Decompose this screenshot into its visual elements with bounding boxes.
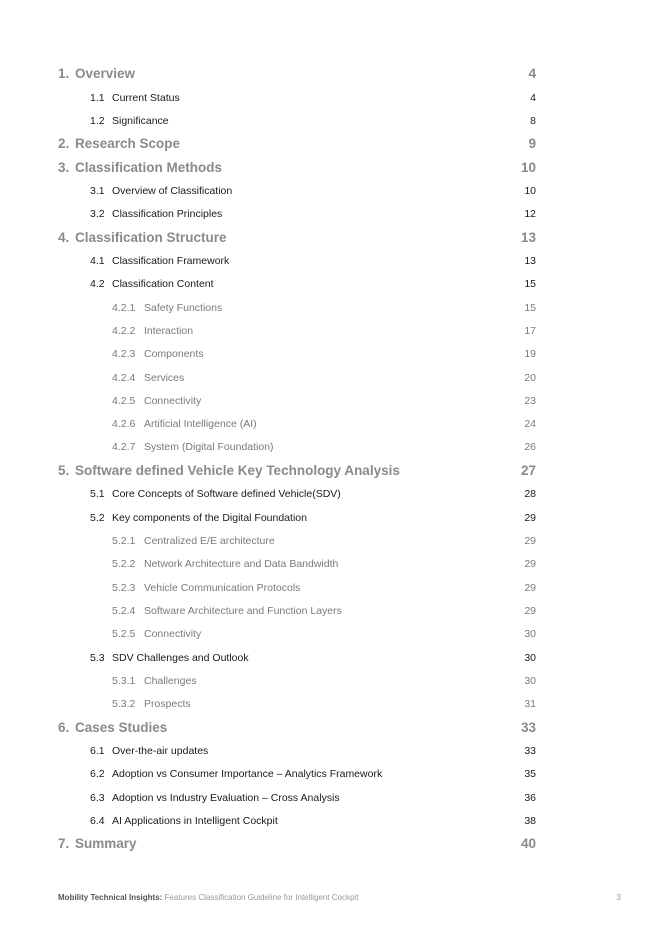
toc-entry-title: Adoption vs Consumer Importance – Analytics Framework [112,768,383,780]
toc-entry-page: 40 [520,836,536,851]
footer-document-title: Features Classification Guideline for Intelligent Cockpit [164,893,359,902]
toc-entry-number: 4.1 [90,255,105,267]
toc-entry-number: 3.2 [90,208,105,220]
toc-entry-page: 13 [524,255,536,267]
toc-entry-number: 3.1 [90,185,105,197]
toc-entry-page: 30 [524,628,536,640]
toc-entry-title: Software defined Vehicle Key Technology Analysis [75,463,400,478]
toc-entry-page: 20 [524,372,536,384]
toc-entry-page: 29 [524,558,536,570]
toc-entry-number: 5.2 [90,512,105,524]
toc-entry-number: 5.3.2 [112,698,136,710]
toc-entry-title: Classification Methods [75,160,223,175]
toc-entry-number: 1.2 [90,115,105,127]
toc-entry-number: 1. [58,66,70,81]
toc-entry-title: Connectivity [144,395,202,407]
toc-entry-page: 8 [530,115,536,127]
toc-entry-number: 4.2.2 [112,325,136,337]
toc-entry-number: 3. [58,160,70,175]
toc-entry-page: 33 [524,745,536,757]
toc-entry-number: 5.2.4 [112,605,136,617]
toc-entry-page: 30 [524,675,536,687]
toc-entry-number: 6.3 [90,792,105,804]
toc-entry-title: Research Scope [75,136,181,151]
toc-entry-page: 23 [524,395,536,407]
toc-entry-number: 5.3.1 [112,675,136,687]
toc-entry-title: Prospects [144,698,191,710]
toc-entry-title: Services [144,372,185,384]
toc-entry-number: 5.2.1 [112,535,136,547]
toc-entry-title: Classification Structure [75,230,227,245]
toc-entry-page: 29 [524,605,536,617]
toc-entry-number: 5.2.3 [112,582,136,594]
toc-entry-page: 17 [524,325,536,337]
toc-entry-number: 6. [58,720,70,735]
toc-entry-title: Network Architecture and Data Bandwidth [144,558,339,570]
toc-entry-page: 26 [524,441,536,453]
toc-entry-page: 19 [524,348,536,360]
toc-entry-number: 2. [58,136,70,151]
toc-entry-page: 35 [524,768,536,780]
toc-entry-page: 10 [520,160,536,175]
toc-entry-page: 36 [524,792,536,804]
toc-entry-title: SDV Challenges and Outlook [112,652,249,664]
toc-entry-page: 29 [524,582,536,594]
footer-publication-title: Mobility Technical Insights: [58,893,163,902]
toc-entry-page: 9 [528,136,536,151]
toc-entry-page: 12 [524,208,536,220]
toc-entry-page: 33 [520,720,536,735]
toc-entry-number: 1.1 [90,92,105,104]
toc-entry-number: 4.2.4 [112,372,136,384]
toc-entry-title: Over-the-air updates [112,745,209,757]
toc-entry-number: 4.2.1 [112,302,136,314]
toc-entry-page: 15 [524,278,536,290]
toc-entry-page: 31 [524,698,536,710]
toc-entry-number: 5.2.2 [112,558,136,570]
toc-entry-title: Software Architecture and Function Layers [144,605,342,617]
toc-entry-title: Core Concepts of Software defined Vehicle(SDV) [112,488,341,500]
toc-entry-number: 4.2.3 [112,348,136,360]
toc-entry-number: 5.2.5 [112,628,136,640]
toc-entry-number: 4.2 [90,278,105,290]
toc-entry-number: 4.2.6 [112,418,136,430]
toc-entry-number: 6.2 [90,768,105,780]
toc-entry-title: Safety Functions [144,302,223,314]
toc-entry-page: 38 [524,815,536,827]
toc-entry-page: 29 [524,535,536,547]
toc-entry-page: 28 [524,488,536,500]
toc-entry-title: Overview of Classification [112,185,233,197]
toc-entry-title: Centralized E/E architecture [144,535,275,547]
toc-entry-title: Overview [75,66,136,81]
toc-entry-title: Challenges [144,675,197,687]
toc-entry-number: 6.4 [90,815,105,827]
toc-entry-number: 6.1 [90,745,105,757]
toc-entry-page: 10 [524,185,536,197]
toc-entry-title: Connectivity [144,628,202,640]
toc-entry-title: Significance [112,115,169,127]
toc-entry-title: Classification Principles [112,208,223,220]
toc-entry-number: 5. [58,463,70,478]
page-footer [58,894,358,902]
toc-entry-page: 27 [520,463,536,478]
toc-entry-page: 4 [530,92,536,104]
toc-entry-title: Components [144,348,204,360]
toc-entry-title: Adoption vs Industry Evaluation – Cross Analysis [112,792,340,804]
toc-entry-page: 30 [524,652,536,664]
toc-entry-number: 5.1 [90,488,105,500]
toc-entry-title: Artificial Intelligence (AI) [144,418,257,430]
toc-entry-title: Key components of the Digital Foundation [112,512,307,524]
toc-entry-page: 15 [524,302,536,314]
toc-entry-page: 4 [528,66,536,81]
toc-entry-number: 4. [58,230,70,245]
toc-entry-page: 29 [524,512,536,524]
toc-entry-page: 13 [520,230,536,245]
toc-entry-title: Classification Framework [112,255,230,267]
toc-entry-number: 4.2.7 [112,441,136,453]
toc-entry-title: Classification Content [112,278,214,290]
toc-entry-title: System (Digital Foundation) [144,441,274,453]
toc-entry-page: 24 [524,418,536,430]
toc-entry-title: Interaction [144,325,194,337]
toc-entry-title: AI Applications in Intelligent Cockpit [112,815,278,827]
page-number: 3 [616,893,621,902]
toc-entry-title: Summary [75,836,137,851]
toc-entry-number: 5.3 [90,652,105,664]
toc-entry-title: Current Status [112,92,180,104]
toc-entry-title: Vehicle Communication Protocols [144,582,301,594]
toc-entry-number: 4.2.5 [112,395,136,407]
toc-entry-number: 7. [58,836,70,851]
toc-entry-title: Cases Studies [75,720,168,735]
